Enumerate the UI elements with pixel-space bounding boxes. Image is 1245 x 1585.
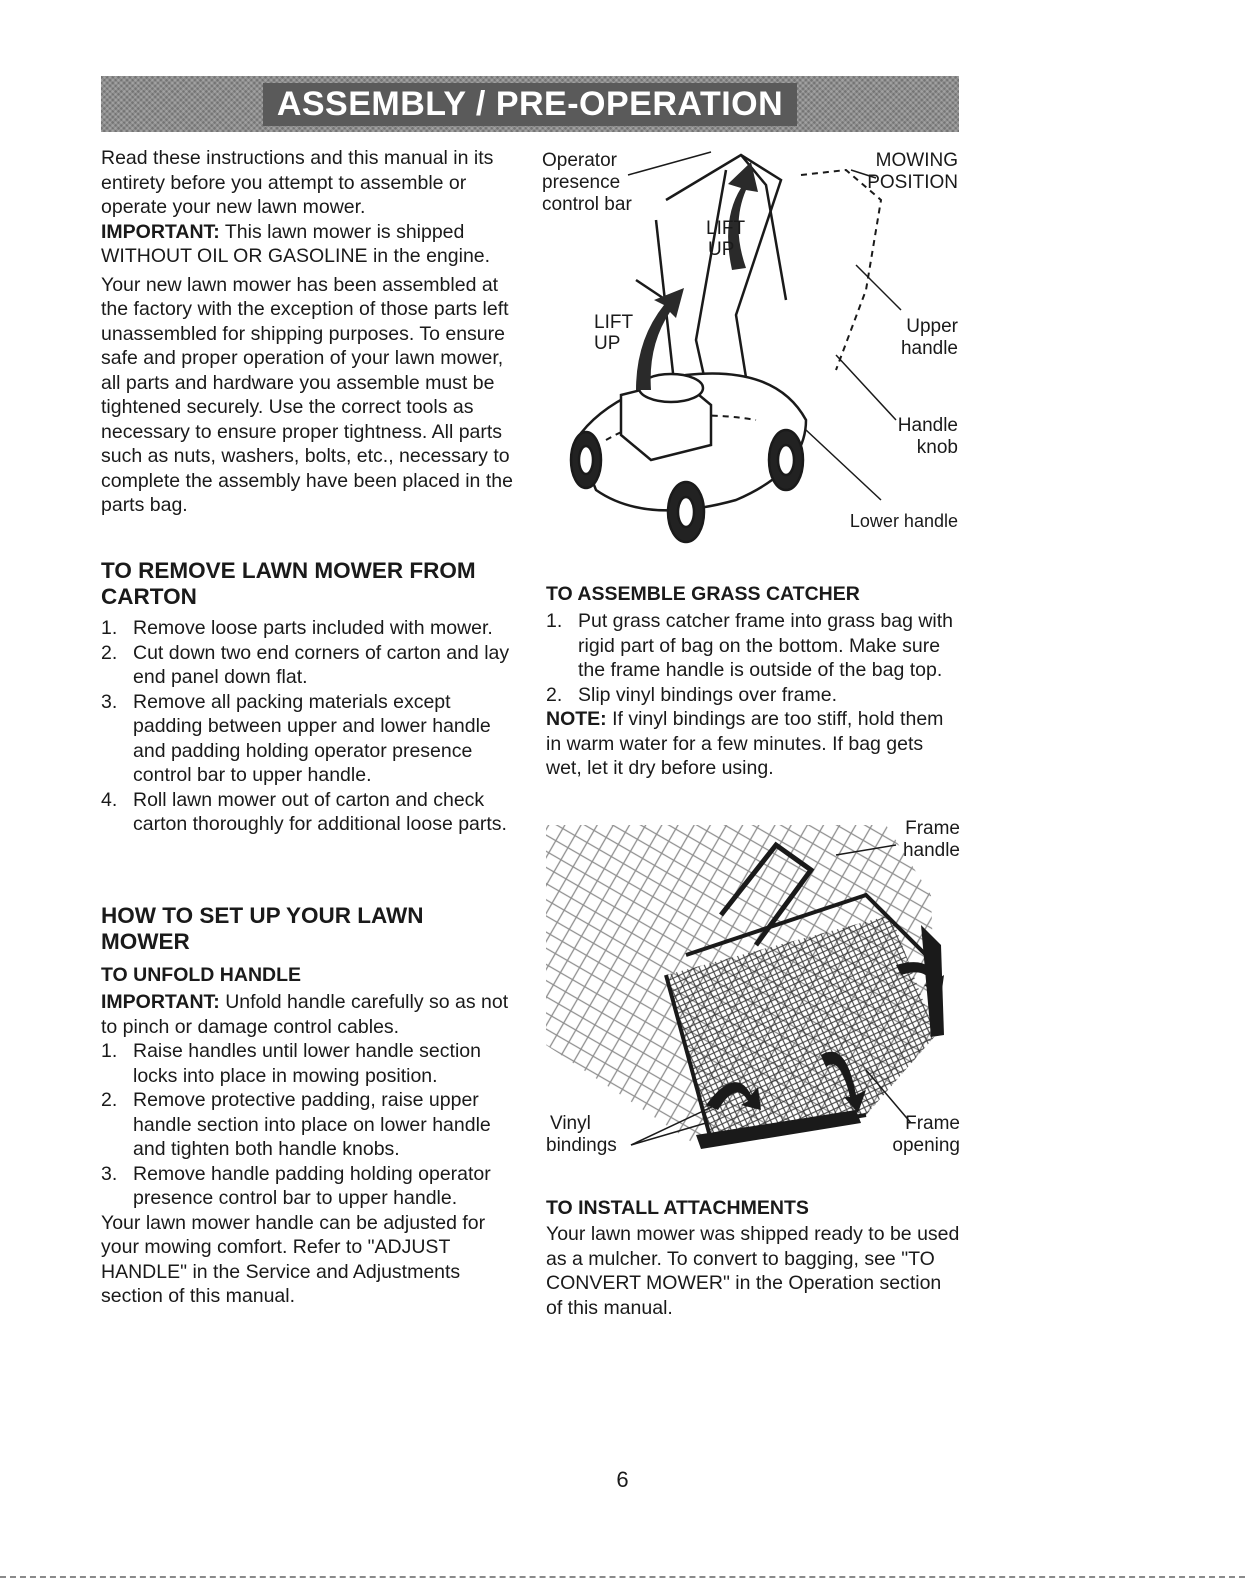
lower-handle-label: Lower handle [849,511,958,531]
operator-label-3: control bar [542,194,632,215]
assembly-paragraph: Your new lawn mower has been assembled at the factory with the exception of those parts left unassembled for shipping purposes. To ensure safe and proper operation of your lawn mower, all parts and hardware you assemble must be tightened securely. Use the correct tools as necessary to ensure proper tightness. All parts such as nuts, washers, bolts, etc., necessary to complete the assembly have been placed in the parts bag. [101,273,513,516]
lift-up-left-2: UP [594,333,621,354]
mowing-label-1: MOWING [875,150,958,171]
remove-heading: TO REMOVE LAWN MOWER FROM CARTON [101,558,476,609]
unfold-steps [101,1039,519,1211]
remove-section [101,558,519,837]
remove-step: 1. Remove loose parts included with mower. [101,617,493,639]
mowing-label-2: POSITION [867,172,958,193]
frame-handle-label-1: Frame [905,818,960,839]
catcher-note: NOTE: If vinyl bindings are too stiff, hold them in warm water for a few minutes. If bag gets wet, let it dry before using. [546,708,944,779]
lift-up-left-1: LIFT [594,312,634,333]
attachments-heading: TO INSTALL ATTACHMENTS [546,1197,809,1219]
vinyl-bindings-label-1: Vinyl [550,1113,591,1134]
unfold-subheading: TO UNFOLD HANDLE [101,964,302,986]
setup-heading: HOW TO SET UP YOUR LAWN MOWER [101,903,424,954]
setup-closing: Your lawn mower handle can be adjusted for your mowing comfort. Refer to "ADJUST HANDLE" in the Service and Adjustments section of this manual. [101,1211,486,1307]
important-text: This lawn mower is shipped WITHOUT OIL OR GASOLINE in the engine. [101,220,491,267]
handle-knob-label-2: knob [916,437,958,458]
remove-step: 4. Roll lawn mower out of carton and check carton thoroughly for additional loose parts. [101,788,507,835]
important-paragraph [101,220,519,269]
frame-opening-label-2: opening [892,1135,960,1156]
remove-steps [101,616,519,837]
section-banner [101,76,959,132]
lift-up-top-1: LIFT [706,218,746,239]
unfold-step: 2. Remove protective padding, raise upper handle section into place on lower handle and tighten both handle knobs. [101,1089,491,1160]
section-title: ASSEMBLY / PRE-OPERATION [263,83,797,126]
intro-column [101,146,519,518]
handle-knob-label-1: Handle [897,415,958,436]
catcher-section [546,582,960,781]
lift-up-top-2: UP [708,239,735,260]
grass-catcher-figure [536,805,966,1167]
attachments-section [546,1196,960,1320]
unfold-step: 1. Raise handles until lower handle section locks into place in mowing position. [101,1040,481,1087]
intro-paragraph: Read these instructions and this manual in its entirety before you attempt to assemble or operate your new lawn mower. [101,147,494,218]
remove-step: 3. Remove all packing materials except padding between upper and lower handle and padding holding operator presence control bar to upper handle. [101,690,491,786]
vinyl-bindings-label-2: bindings [546,1135,617,1156]
unfold-step: 3. Remove handle padding holding operator presence control bar to upper handle. [101,1162,491,1209]
upper-handle-label-2: handle [900,338,958,359]
bottom-divider [0,1576,1245,1578]
remove-step: 2. Cut down two end corners of carton and lay end panel down flat. [101,641,510,688]
catcher-step: 1. Put grass catcher frame into grass bag with rigid part of bag on the bottom. Make sure the frame handle is outside of the bag top. [546,610,954,681]
catcher-step: 2. Slip vinyl bindings over frame. [546,683,838,706]
upper-handle-label-1: Upper [906,316,958,337]
catcher-steps [546,609,960,707]
setup-important: IMPORTANT: Unfold handle carefully so as not to pinch or damage control cables. [101,991,509,1038]
frame-handle-label-2: handle [902,840,960,861]
frame-opening-label-1: Frame [905,1113,960,1134]
page-number: 6 [616,1467,629,1492]
mower-handle-figure [536,140,966,550]
operator-label-1: Operator [542,150,617,171]
catcher-heading: TO ASSEMBLE GRASS CATCHER [546,583,860,605]
important-label: IMPORTANT: [101,220,220,243]
setup-section [101,903,519,1309]
operator-label-2: presence [542,172,621,193]
attachments-text: Your lawn mower was shipped ready to be used as a mulcher. To convert to bagging, see "TO CONVERT MOWER" in the Operation section of this manual. [546,1223,960,1319]
